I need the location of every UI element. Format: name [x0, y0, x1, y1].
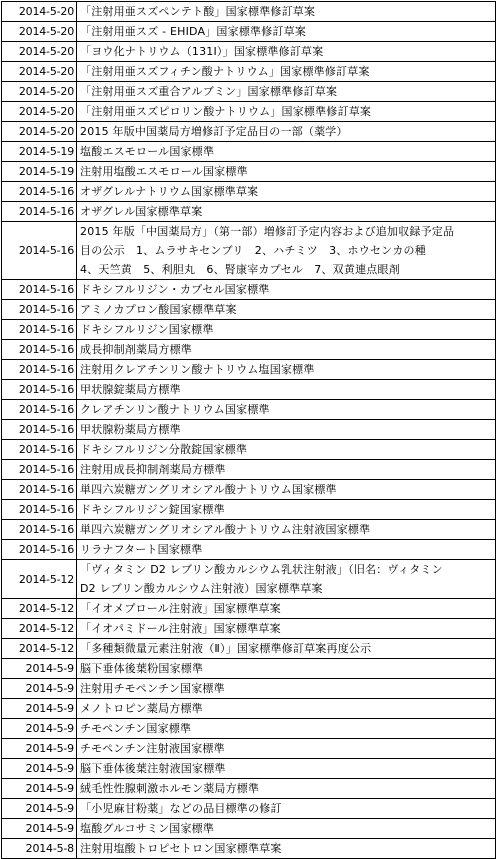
row-date: 2014-5-16	[2, 400, 77, 420]
row-date: 2014-5-16	[2, 520, 77, 540]
row-title-line: D2 レブリン酸カルシウム注射液）国家標準草案	[80, 582, 323, 595]
table-row	[2, 62, 496, 82]
table-row	[2, 480, 496, 500]
row-date: 2014-5-16	[2, 440, 77, 460]
row-title: チモペンチン国家標準	[77, 719, 496, 739]
row-date: 2014-5-16	[2, 380, 77, 400]
table-row	[2, 102, 496, 122]
row-date: 2014-5-16	[2, 460, 77, 480]
row-date: 2014-5-12	[2, 639, 77, 659]
row-date: 2014-5-20	[2, 62, 77, 82]
table-row	[2, 42, 496, 62]
table-row	[2, 440, 496, 460]
table-row	[2, 162, 496, 182]
table-row	[2, 2, 496, 22]
row-title: 塩酸グルコサミン国家標準	[77, 819, 496, 839]
row-title: オザグレルナトリウム国家標準草案	[77, 182, 496, 202]
row-title-line: 4、天竺黄 5、利胆丸 6、腎康宰カプセル 7、双黄連点眼剤	[80, 263, 400, 276]
row-date: 2014-5-9	[2, 759, 77, 779]
table-row	[2, 380, 496, 400]
table-row	[2, 360, 496, 380]
row-date: 2014-5-20	[2, 122, 77, 142]
table-row	[2, 699, 496, 719]
announcement-table	[1, 1, 496, 859]
table-row	[2, 540, 496, 560]
table-row	[2, 799, 496, 819]
row-title: 成長抑制剤薬局方標準	[77, 340, 496, 360]
row-date: 2014-5-16	[2, 480, 77, 500]
table-row	[2, 679, 496, 699]
row-date: 2014-5-16	[2, 182, 77, 202]
row-title: 注射用成長抑制剤薬局方標準	[77, 460, 496, 480]
row-date: 2014-5-20	[2, 42, 77, 62]
row-date: 2014-5-16	[2, 360, 77, 380]
row-title: 「多種類微量元素注射液（Ⅱ）」国家標準修訂草案再度公示	[77, 639, 496, 659]
row-date: 2014-5-16	[2, 202, 77, 222]
row-title: ドキシフルリジン・カプセル国家標準	[77, 280, 496, 300]
row-title: 単四六炭糖ガングリオシアル酸ナトリウム注射液国家標準	[77, 520, 496, 540]
row-title: チモペンチン注射液国家標準	[77, 739, 496, 759]
table-row	[2, 340, 496, 360]
row-title-line: 「ヴィタミン D2 レブリン酸カルシウム乳状注射液」（旧名：ヴィタミン	[80, 563, 443, 576]
table-row	[2, 22, 496, 42]
row-date: 2014-5-9	[2, 699, 77, 719]
row-date: 2014-5-19	[2, 162, 77, 182]
row-date: 2014-5-9	[2, 719, 77, 739]
row-date: 2014-5-9	[2, 679, 77, 699]
row-title: 「小児麻甘粉薬」などの品目標準の修訂	[77, 799, 496, 819]
row-date: 2014-5-16	[2, 320, 77, 340]
table-row	[2, 320, 496, 340]
row-date: 2014-5-9	[2, 799, 77, 819]
row-title: 「注射用亜スズ - EHIDA」国家標準修訂草案	[77, 22, 496, 42]
row-date: 2014-5-16	[2, 540, 77, 560]
row-date: 2014-5-12	[2, 599, 77, 619]
row-title: 「注射用亜スズフィチン酸ナトリウム」国家標準修訂草案	[77, 62, 496, 82]
table-row	[2, 619, 496, 639]
row-title-line: 目の公示 1、ムラサキセンブリ 2、ハチミツ 3、ホウセンカの種	[80, 244, 426, 257]
row-date: 2014-5-9	[2, 739, 77, 759]
table-row	[2, 400, 496, 420]
table-row	[2, 819, 496, 839]
table-row	[2, 300, 496, 320]
row-date: 2014-5-12	[2, 619, 77, 639]
row-title: 注射用チモペンチン国家標準	[77, 679, 496, 699]
row-date: 2014-5-9	[2, 779, 77, 799]
row-title: ドキシフルリジン分散錠国家標準	[77, 440, 496, 460]
row-date: 2014-5-20	[2, 22, 77, 42]
table-row	[2, 280, 496, 300]
row-date: 2014-5-8	[2, 839, 77, 859]
table-row	[2, 420, 496, 440]
row-title: 甲状腺粉薬局方標準	[77, 420, 496, 440]
table-row	[2, 560, 496, 599]
table-row	[2, 719, 496, 739]
table-row	[2, 202, 496, 222]
row-date: 2014-5-20	[2, 2, 77, 22]
row-date: 2014-5-9	[2, 819, 77, 839]
row-title: クレアチンリン酸ナトリウム国家標準	[77, 400, 496, 420]
row-title	[77, 222, 496, 280]
table-row	[2, 142, 496, 162]
row-title: 「イオメプロール注射液」国家標準草案	[77, 599, 496, 619]
row-date: 2014-5-20	[2, 102, 77, 122]
row-title: 注射用クレアチンリン酸ナトリウム塩国家標準	[77, 360, 496, 380]
row-title: メノトロピン薬局方標準	[77, 699, 496, 719]
row-date: 2014-5-16	[2, 222, 77, 280]
table-row	[2, 460, 496, 480]
table-row	[2, 122, 496, 142]
row-title: 脳下垂体後葉注射液国家標準	[77, 759, 496, 779]
row-title: 注射用塩酸トロピセトロン国家標準草案	[77, 839, 496, 859]
row-date: 2014-5-16	[2, 300, 77, 320]
table-row	[2, 739, 496, 759]
row-date: 2014-5-9	[2, 659, 77, 679]
row-title: リラナフタート国家標準	[77, 540, 496, 560]
announcement-table-body	[2, 2, 496, 859]
row-title	[77, 560, 496, 599]
table-row	[2, 639, 496, 659]
table-row	[2, 599, 496, 619]
table-row	[2, 520, 496, 540]
row-date: 2014-5-16	[2, 280, 77, 300]
row-title: 「注射用亜スズピロリン酸ナトリウム」国家標準修訂草案	[77, 102, 496, 122]
row-title-line: 2015 年版「中国薬局方」（第一部）増修訂予定内容および追加収録予定品	[80, 225, 455, 238]
row-title: ドキシフルリジン国家標準	[77, 320, 496, 340]
row-date: 2014-5-16	[2, 500, 77, 520]
row-title: 注射用塩酸エスモロール国家標準	[77, 162, 496, 182]
row-title: 2015 年版中国薬局方増修訂予定品目の一部（薬学）	[77, 122, 496, 142]
row-title: 絨毛性性腺刺激ホルモン薬局方標準	[77, 779, 496, 799]
row-title: ドキシフルリジン錠国家標準	[77, 500, 496, 520]
row-title: アミノカプロン酸国家標準草案	[77, 300, 496, 320]
row-title: 「注射用亜スズペンテト酸」国家標準修訂草案	[77, 2, 496, 22]
row-title: オザグレル国家標準草案	[77, 202, 496, 222]
table-row	[2, 182, 496, 202]
row-date: 2014-5-19	[2, 142, 77, 162]
table-row	[2, 779, 496, 799]
row-date: 2014-5-12	[2, 560, 77, 599]
table-row	[2, 222, 496, 280]
row-date: 2014-5-20	[2, 82, 77, 102]
row-title: 単四六炭糖ガングリオシアル酸ナトリウム国家標準	[77, 480, 496, 500]
row-title: 「イオパミドール注射液」国家標準草案	[77, 619, 496, 639]
row-title: 脳下垂体後葉粉国家標準	[77, 659, 496, 679]
row-title: 「ヨウ化ナトリウム（131I）」国家標準修訂草案	[77, 42, 496, 62]
row-title: 甲状腺錠薬局方標準	[77, 380, 496, 400]
table-row	[2, 659, 496, 679]
table-row	[2, 839, 496, 859]
row-title: 「注射用亜スズ重合アルブミン」国家標準修訂草案	[77, 82, 496, 102]
row-date: 2014-5-16	[2, 340, 77, 360]
table-row	[2, 82, 496, 102]
row-date: 2014-5-16	[2, 420, 77, 440]
table-row	[2, 759, 496, 779]
table-row	[2, 500, 496, 520]
row-title: 塩酸エスモロール国家標準	[77, 142, 496, 162]
